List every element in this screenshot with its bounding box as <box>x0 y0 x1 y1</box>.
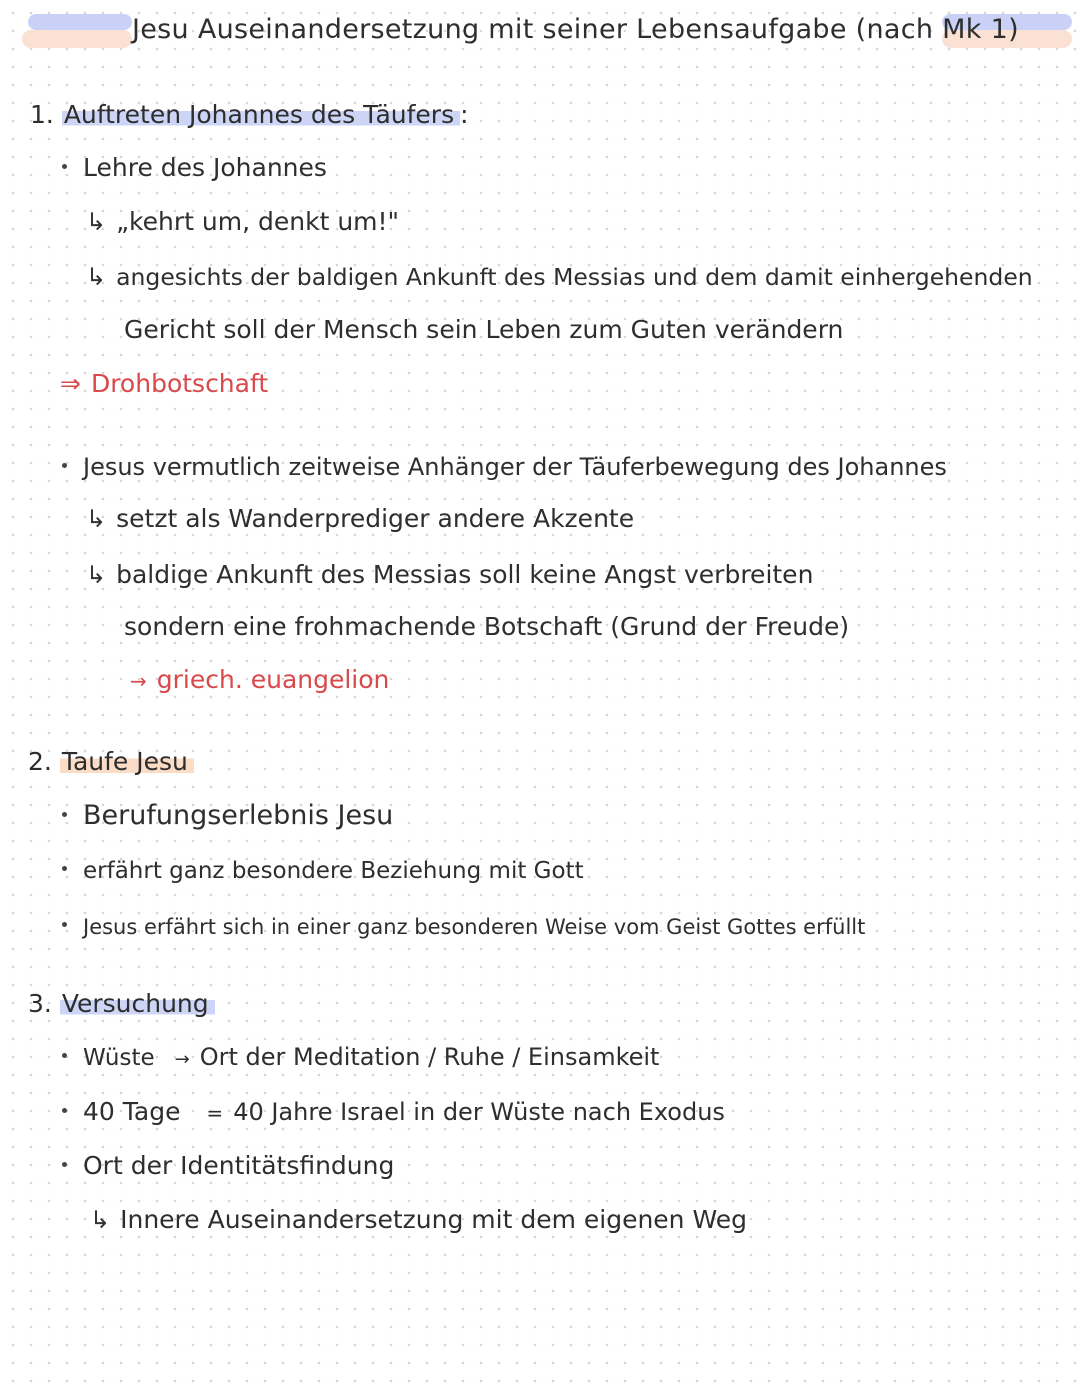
section-1-colon: : <box>460 100 469 129</box>
section-3-heading <box>28 989 215 1018</box>
bullet-text: Ort der Identitätsfindung <box>83 1151 395 1180</box>
bullet-dot <box>62 922 67 927</box>
title-decoration-left-blue <box>28 14 132 30</box>
bullet-detail: Ort der Meditation / Ruhe / Einsamkeit <box>199 1043 660 1071</box>
conclusion-text: Drohbotschaft <box>90 369 269 398</box>
section-2-bullet-2 <box>62 855 584 884</box>
bullet-dot <box>62 812 67 817</box>
section-1-bullet-1-sub-1 <box>86 207 399 236</box>
section-3-bullet-3-sub <box>90 1205 747 1234</box>
section-1-number: 1. <box>30 100 54 129</box>
bullet-dot <box>62 1053 67 1058</box>
section-2-heading <box>28 747 194 776</box>
section-3-bullet-1 <box>62 1042 659 1071</box>
hook-arrow-icon: ↳ <box>86 561 107 589</box>
hook-arrow-icon: ↳ <box>90 1206 111 1234</box>
bullet-text: erfährt ganz besondere Beziehung mit Gott <box>83 858 584 884</box>
section-1-title: Auftreten Johannes des Täufers <box>62 100 460 129</box>
sub-text: angesichts der baldigen Ankunft des Messias und dem damit einhergehenden <box>116 263 1033 291</box>
sub-text: Innere Auseinandersetzung mit dem eigenen Weg <box>120 1205 747 1234</box>
section-2-title: Taufe Jesu <box>60 747 194 776</box>
section-1-bullet-2-sub-2-cont: sondern eine frohmachende Botschaft (Grund der Freude) <box>124 612 850 641</box>
section-3-title: Versuchung <box>60 989 215 1018</box>
section-1-bullet-1-sub-2-cont: Gericht soll der Mensch sein Leben zum Guten verändern <box>124 315 844 344</box>
equals-sign: = <box>206 1101 224 1125</box>
bullet-dot <box>62 164 67 169</box>
bullet-dot <box>62 866 67 871</box>
section-1-bullet-1 <box>62 153 327 182</box>
section-2-bullet-3 <box>62 911 865 940</box>
section-1-bullet-2 <box>62 452 947 481</box>
hook-arrow-icon: ↳ <box>86 208 107 236</box>
hook-arrow-icon: ↳ <box>86 263 107 291</box>
double-arrow-icon: ⇒ <box>60 369 81 398</box>
bullet-detail: 40 Jahre Israel in der Wüste nach Exodus <box>233 1098 725 1126</box>
section-1-heading <box>30 100 469 129</box>
sub-text: baldige Ankunft des Messias soll keine Angst verbreiten <box>116 560 814 589</box>
page-title: Jesu Auseinandersetzung mit seiner Lebensaufgabe (nach Mk 1) <box>132 14 1019 45</box>
bullet-text: Jesus erfährt sich in einer ganz besonderen Weise vom Geist Gottes erfüllt <box>83 915 866 939</box>
bullet-text: Wüste <box>83 1045 155 1071</box>
bullet-dot <box>62 1162 67 1167</box>
title-decoration-left-peach <box>22 30 132 48</box>
hook-arrow-icon: ↳ <box>86 505 107 533</box>
section-2-bullet-1 <box>62 800 393 831</box>
section-1-bullet-2-sub-2 <box>86 560 813 589</box>
bullet-text: Lehre des Johannes <box>83 153 327 182</box>
section-3-number: 3. <box>28 989 52 1018</box>
sub-text: „kehrt um, denkt um!" <box>116 207 400 236</box>
note-text: griech. euangelion <box>156 665 390 694</box>
bullet-text: Berufungserlebnis Jesu <box>83 800 394 831</box>
section-1-bullet-2-sub-1 <box>86 504 634 533</box>
section-1-bullet-1-sub-2 <box>86 262 1033 291</box>
section-3-bullet-2 <box>62 1097 725 1126</box>
bullet-text: 40 Tage <box>83 1097 181 1126</box>
section-1-conclusion <box>60 369 268 398</box>
bullet-dot <box>62 463 67 468</box>
bullet-text: Jesus vermutlich zeitweise Anhänger der Täuferbewegung des Johannes <box>83 453 947 481</box>
sub-text: setzt als Wanderprediger andere Akzente <box>116 504 635 533</box>
arrow-right-icon: → <box>174 1049 190 1070</box>
section-1-note <box>130 665 389 694</box>
bullet-dot <box>62 1108 67 1113</box>
section-2-number: 2. <box>28 747 52 776</box>
arrow-right-icon: → <box>130 669 147 693</box>
section-3-bullet-3 <box>62 1151 394 1180</box>
